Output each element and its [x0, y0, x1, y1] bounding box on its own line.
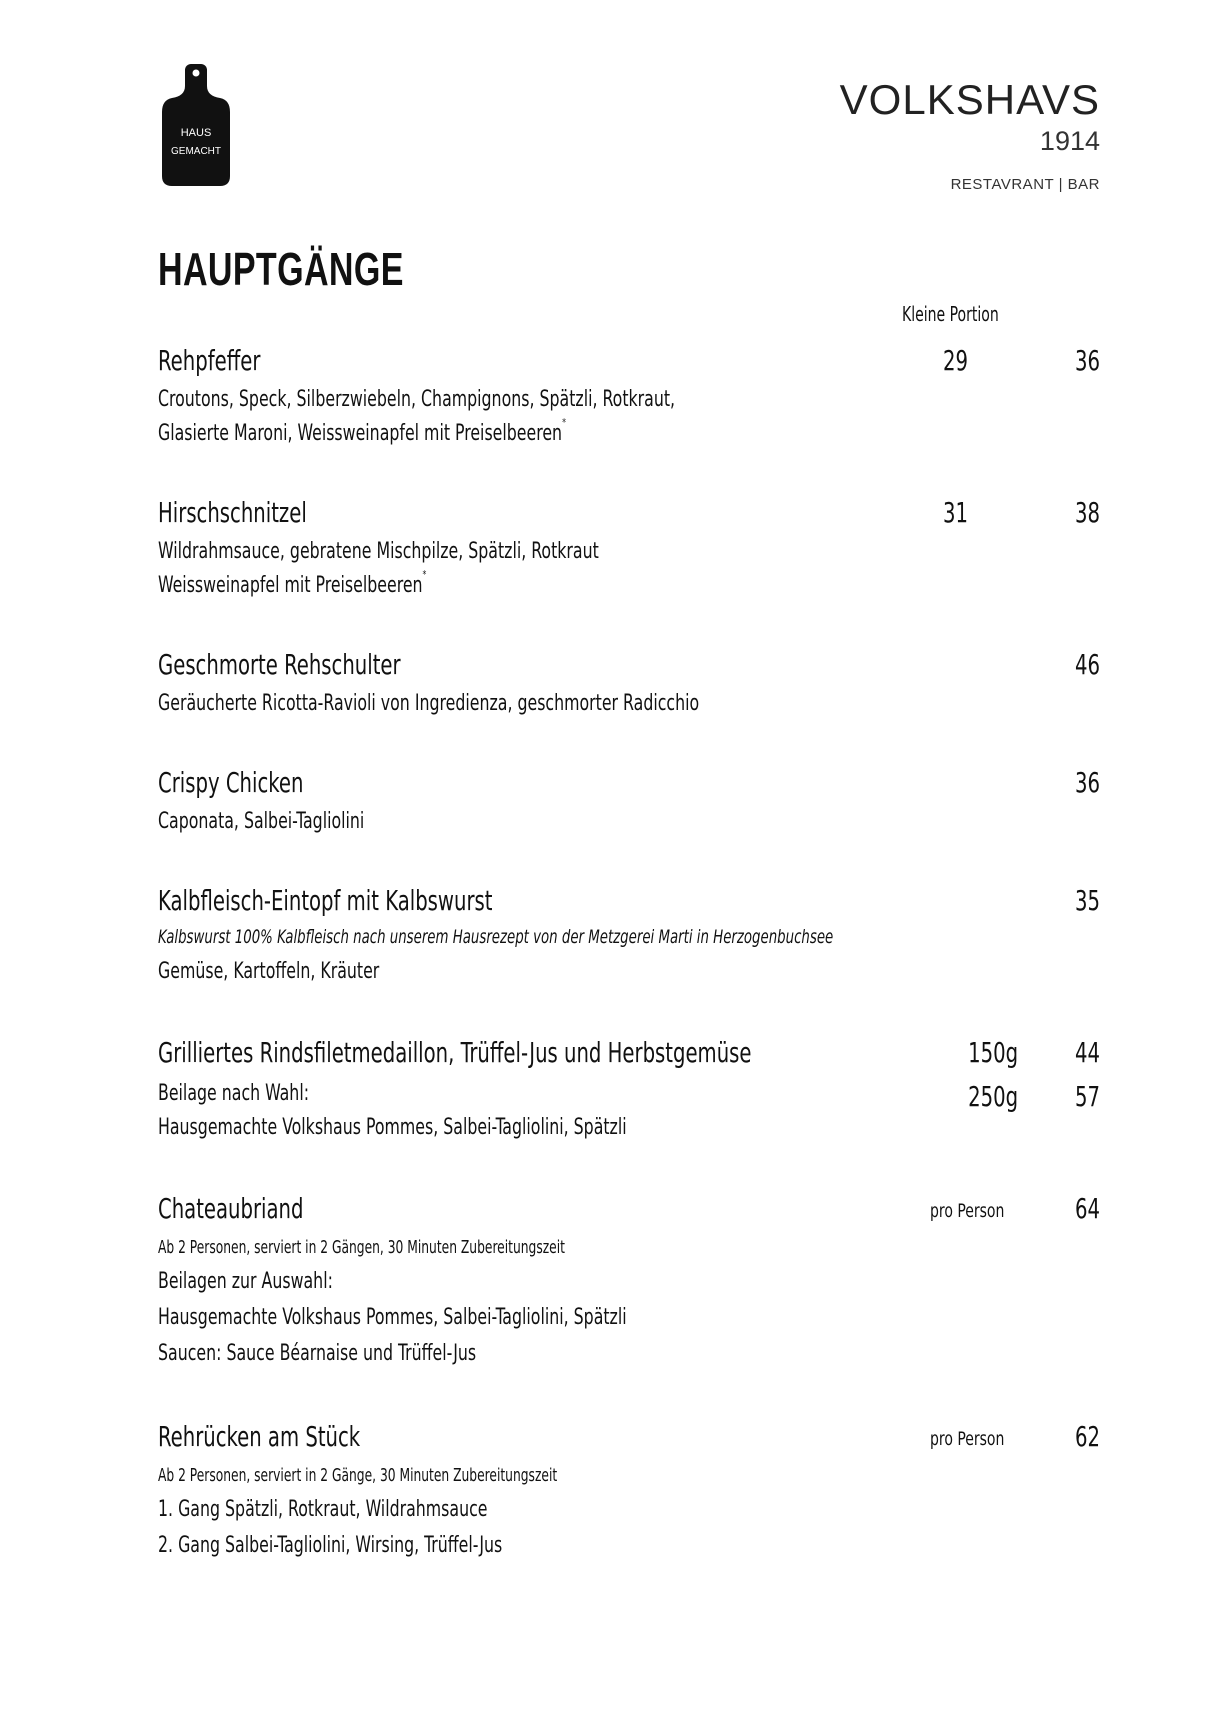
menu-item-description: Beilagen zur Auswahl: [158, 1268, 333, 1294]
svg-text:HAUS: HAUS [180, 127, 212, 139]
menu-item-description: 2. Gang Salbei-Tagliolini, Wirsing, Trüffel-Jus [158, 1532, 503, 1558]
menu-item-price: 38 [1075, 496, 1100, 529]
brand-name: VOLKSHAVS [839, 76, 1100, 123]
small-portion-price: 31 [943, 496, 968, 529]
menu-item-description: Gemüse, Kartoffeln, Kräuter [158, 958, 380, 984]
menu-item-price: 44 [1075, 1036, 1100, 1069]
menu-item-price: 36 [1075, 344, 1100, 377]
svg-text:GEMACHT: GEMACHT [171, 146, 221, 157]
menu-item-price: 46 [1075, 648, 1100, 681]
menu-item-description: Hausgemachte Volkshaus Pommes, Salbei-Tagliolini, Spätzli [158, 1114, 627, 1140]
menu-item-description: Croutons, Speck, Silberzwiebeln, Champignons, Spätzli, Rotkraut, [158, 386, 676, 412]
menu-item-description: Hausgemachte Volkshaus Pommes, Salbei-Tagliolini, Spätzli [158, 1304, 627, 1330]
menu-item-price: 35 [1075, 884, 1100, 917]
menu-item-price: 57 [1075, 1080, 1100, 1113]
menu-item-description: Wildrahmsauce, gebratene Mischpilze, Spätzli, Rotkraut [158, 538, 599, 564]
unit-label: pro Person [930, 1200, 1005, 1222]
menu-item-price: 36 [1075, 766, 1100, 799]
menu-item-price: 64 [1075, 1192, 1100, 1225]
portion-weight: 250g [968, 1080, 1018, 1113]
menu-item-name: Rehpfeffer [158, 344, 261, 377]
menu-item-description: 1. Gang Spätzli, Rotkraut, Wildrahmsauce [158, 1496, 488, 1522]
column-header-small-portion: Kleine Portion [902, 302, 999, 326]
hausgemacht-logo [160, 64, 232, 188]
unit-label: pro Person [930, 1428, 1005, 1450]
menu-item-small-note: Ab 2 Personen, serviert in 2 Gängen, 30 Minuten Zubereitungszeit [158, 1238, 565, 1258]
menu-item-name: Chateaubriand [158, 1192, 304, 1225]
asterisk-mark: * [562, 416, 566, 429]
menu-item-description: Saucen: Sauce Béarnaise und Trüffel-Jus [158, 1340, 477, 1366]
portion-weight: 150g [968, 1036, 1018, 1069]
menu-item-description: Weissweinapfel mit Preiselbeeren* [158, 568, 427, 598]
menu-item-name: Rehrücken am Stück [158, 1420, 361, 1453]
page-title: HAUPTGÄNGE [158, 243, 404, 295]
menu-item-description: Caponata, Salbei-Tagliolini [158, 808, 365, 834]
menu-item-name: Grilliertes Rindsfiletmedaillon, Trüffel-Jus und Herbstgemüse [158, 1036, 752, 1069]
menu-item-note: Kalbswurst 100% Kalbfleisch nach unserem Hausrezept von der Metzgerei Marti in Herzogenbuchsee [158, 926, 834, 948]
brand-year: 1914 [1039, 126, 1100, 156]
menu-item-name: Hirschschnitzel [158, 496, 307, 529]
menu-item-name: Crispy Chicken [158, 766, 304, 799]
menu-item-description: Beilage nach Wahl: [158, 1080, 310, 1106]
menu-item-name: Geschmorte Rehschulter [158, 648, 401, 681]
asterisk-mark: * [422, 568, 427, 581]
menu-item-small-note: Ab 2 Personen, serviert in 2 Gänge, 30 Minuten Zubereitungszeit [158, 1466, 558, 1486]
small-portion-price: 29 [943, 344, 968, 377]
brand-subtitle: RESTAVRANT | BAR [950, 176, 1100, 193]
menu-item-name: Kalbfleisch-Eintopf mit Kalbswurst [158, 884, 493, 917]
menu-item-price: 62 [1075, 1420, 1100, 1453]
menu-item-description: Glasierte Maroni, Weissweinapfel mit Preiselbeeren* [158, 416, 566, 446]
menu-item-description: Geräucherte Ricotta-Ravioli von Ingredienza, geschmorter Radicchio [158, 690, 700, 716]
